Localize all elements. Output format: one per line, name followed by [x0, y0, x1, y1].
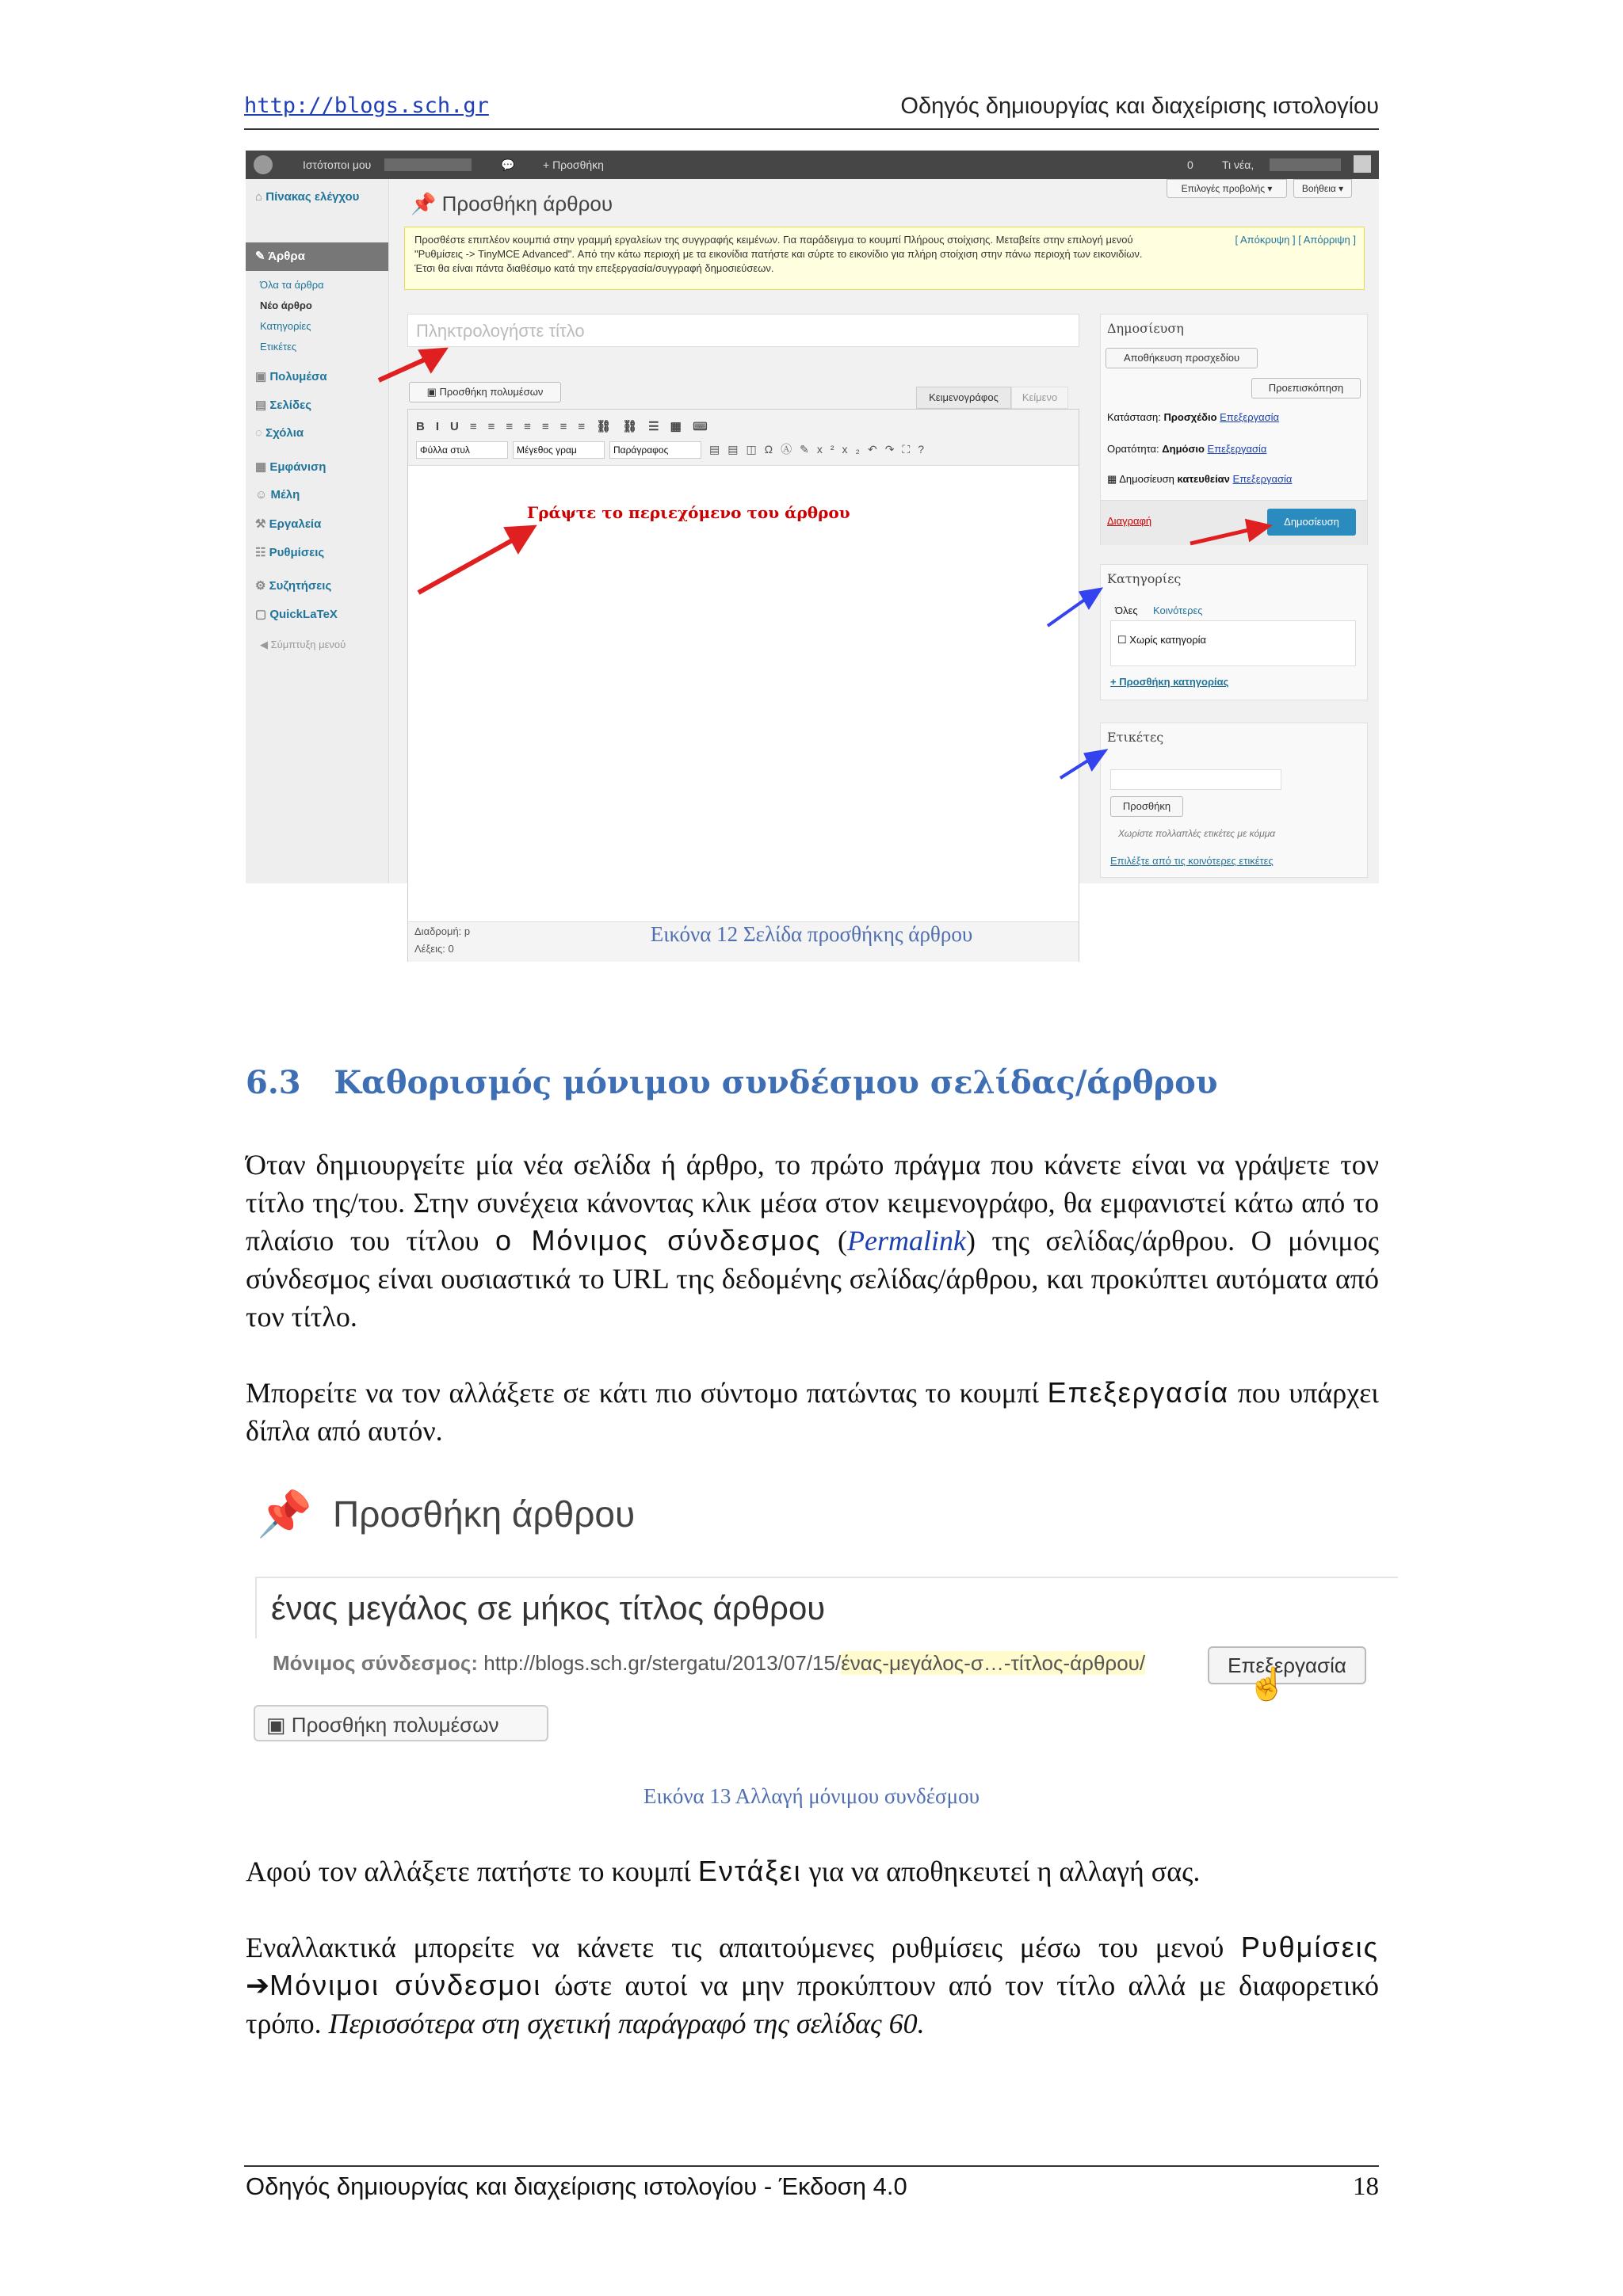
post-status: Κατάσταση: Προσχέδιο Επεξεργασία — [1107, 411, 1280, 423]
notice-dismiss-links[interactable]: [ Απόκρυψη ] [ Απόρριψη ] — [1235, 234, 1356, 246]
schedule-edit-link[interactable]: Επεξεργασία — [1232, 473, 1293, 485]
header-title: Οδηγός δημιουργίας και διαχείρισης ιστολογίου — [900, 93, 1379, 119]
sidebar-item-dashboard[interactable]: ⌂ Πίνακας ελέγχου — [255, 190, 360, 204]
figure2-page-title: Προσθήκη άρθρου — [333, 1493, 636, 1535]
page-number: 18 — [1353, 2172, 1379, 2201]
permalink-slug[interactable]: ένας-μεγάλος-σ…-τίτλος-άρθρου/ — [841, 1651, 1146, 1675]
add-tag-button[interactable]: Προσθήκη — [1110, 796, 1183, 817]
paragraph-3: Αφού τον αλλάξετε πατήστε το κουμπί Εντάξει για να αποθηκευτεί η αλλαγή σας. — [246, 1855, 1201, 1887]
figure1-caption: Εικόνα 12 Σελίδα προσθήκης άρθρου — [650, 922, 973, 946]
settings-term: Ρυθμίσεις — [1240, 1931, 1379, 1963]
trash-link[interactable]: Διαγραφή — [1107, 515, 1152, 527]
footer-title: Οδηγός δημιουργίας και διαχείρισης ιστολογίου - Έκδοση 4.0 — [246, 2172, 907, 2200]
sidebar-item-media[interactable]: ▣ Πολυμέσα — [255, 370, 327, 383]
permalink-edit-button[interactable]: Επεξεργασία — [1208, 1646, 1366, 1684]
blue-arrow-categories — [1048, 589, 1100, 626]
choose-tags-link[interactable]: Επιλέξτε από τις κοινότερες ετικέτες — [1110, 855, 1274, 867]
figure2-add-media-button[interactable]: ▣ Προσθήκη πολυμέσων — [254, 1705, 548, 1741]
publish-schedule: ▦ Δημοσίευση κατευθείαν Επεξεργασία — [1107, 473, 1293, 485]
tags-box-title: Ετικέτες — [1107, 730, 1164, 745]
header-url-link[interactable]: http://blogs.sch.gr — [244, 93, 489, 118]
editor-path: Διαδρομή: p — [414, 925, 471, 937]
publish-box-title: Δημοσίευση — [1107, 321, 1184, 336]
visibility-edit-link[interactable]: Επεξεργασία — [1207, 443, 1267, 455]
paragraph-1: Όταν δημιουργείτε μία νέα σελίδα ή άρθρο, το πρώτο πράγμα που κάνετε είναι να γράψετε τον τίτλο της/του. Στην συνέχεια κάνοντας κλικ μέσα στον κειμενογράφο, θα εμφανιστεί κάτω από το πλαίσιο του τίτλου ο Μόνιμος σύνδεσμος (Permalink) της σελίδας/άρθρου. Ο μόνιμος σύνδεσμος είναι ουσιαστικά το URL της δεδομένης σελίδας/άρθρου, και προκύπτει αυτόματα από τον τίτλο. — [246, 1149, 1379, 1333]
discussions-icon: ⚙ — [255, 579, 269, 593]
status-edit-link[interactable]: Επεξεργασία — [1220, 411, 1280, 423]
font-size-select[interactable]: Μέγεθος γραμ — [513, 441, 605, 459]
permalink-link[interactable]: Permalink — [847, 1225, 966, 1257]
figure2-title-value: ένας μεγάλος σε μήκος τίτλος άρθρου — [271, 1589, 826, 1627]
media-icon: ▣ — [426, 386, 440, 398]
red-arrow-publish — [1190, 521, 1268, 543]
paragraph-select[interactable]: Παράγραφος — [609, 441, 701, 459]
checkbox-icon[interactable]: ☐ — [1117, 634, 1127, 646]
pin-icon: 📌 — [257, 1489, 312, 1539]
add-media-button[interactable]: ▣ Προσθήκη πολυμέσων — [409, 382, 561, 402]
permalink-row: Μόνιμος σύνδεσμος: http://blogs.sch.gr/stergatu/2013/07/15/ένας-μεγάλος-σ…-τίτλος-άρθρου/ — [273, 1651, 1146, 1675]
header-divider — [244, 128, 1379, 130]
appearance-icon: ▦ — [255, 460, 270, 474]
tab-all-categories[interactable]: Όλες — [1115, 605, 1138, 616]
sidebar-collapse[interactable]: ◀ Σύμπτυξη μενού — [260, 639, 346, 650]
sidebar-item-settings[interactable]: ☷ Ρυθμίσεις — [255, 546, 325, 559]
sidebar-sub-categories[interactable]: Κατηγορίες — [260, 320, 311, 332]
permalinks-term: Μόνιμοι σύνδεσμοι — [269, 1969, 542, 2001]
pin-icon: 📌 — [411, 192, 442, 215]
pin-icon: ✎ — [255, 250, 269, 263]
categories-box-title: Κατηγορίες — [1107, 571, 1182, 586]
formatting-buttons-row2[interactable]: ▤▤◫ΩⒶ✎x²x₂↶↷⛶? — [709, 443, 933, 456]
sidebar-item-appearance[interactable]: ▦ Εμφάνιση — [255, 460, 327, 474]
media-icon: ▣ — [266, 1713, 292, 1737]
help-button[interactable]: Βοήθεια ▾ — [1293, 179, 1352, 198]
blue-arrow-tags — [1060, 751, 1105, 778]
tools-icon: ⚒ — [255, 517, 269, 531]
red-arrow-editor — [418, 528, 533, 593]
editor-instruction: Γράψτε το περιεχόμενο του άρθρου — [527, 503, 850, 522]
edit-term: Επεξεργασία — [1047, 1376, 1230, 1409]
figure2-title-input[interactable] — [255, 1577, 1398, 1638]
notice-line-2: "Ρυθμίσεις -> TinyMCE Advanced". Από την κάτω περιοχή με τα εικονίδια πατήστε και σύρτε το εικονίδιο για πλήρη στοίχιση στην πάνω περιοχή των εικονιδίων. — [414, 248, 1143, 260]
figure2-screenshot — [252, 1478, 1379, 1748]
footer-divider — [244, 2165, 1379, 2167]
category-uncategorized[interactable]: ☐ Χωρίς κατηγορία — [1117, 634, 1207, 646]
quicklatex-icon: ▢ — [255, 608, 270, 621]
ok-term: Εντάξει — [697, 1855, 802, 1887]
title-placeholder: Πληκτρολογήστε τίτλο — [416, 321, 585, 341]
preview-button[interactable]: Προεπισκόπηση — [1251, 378, 1361, 399]
sidebar-item-quicklatex[interactable]: ▢ QuickLaTeX — [255, 608, 338, 621]
arrow-right-icon: ➔ — [246, 1970, 270, 2001]
permalink-term: ο Μόνιμος σύνδεσμος — [495, 1224, 822, 1257]
tags-hint: Χωρίστε πολλαπλές ετικέτες με κόμμα — [1118, 828, 1276, 839]
sidebar-item-discussions[interactable]: ⚙ Συζητήσεις — [255, 579, 332, 593]
screen-options-button[interactable]: Επιλογές προβολής ▾ — [1167, 179, 1287, 198]
notice-line-1: Προσθέστε επιπλέον κουμπιά στην γραμμή εργαλείων της συγγραφής κειμένων. Για παράδειγμα το κουμπί Πλήρους στοίχισης. Μεταβείτε στην επιλογή μενού — [414, 234, 1133, 246]
annotation-arrows — [246, 151, 1379, 883]
sidebar-item-users[interactable]: ☺ Μέλη — [255, 488, 300, 502]
my-sites-menu[interactable]: Ιστότοποι μου — [303, 158, 372, 171]
media-icon: ▣ — [255, 370, 270, 383]
see-more-note: Περισσότερα στη σχετική παράγραφό της σελίδας 60. — [328, 2008, 925, 2039]
red-arrow-title — [379, 350, 444, 380]
add-category-link[interactable]: + Προσθήκη κατηγορίας — [1110, 676, 1229, 688]
formatting-buttons-row1[interactable]: BIU≡≡≡≡≡≡≡⛓⛓☰▦⌨ — [416, 420, 719, 433]
sidebar-sub-tags[interactable]: Ετικέτες — [260, 341, 297, 353]
styles-select[interactable]: Φύλλα στυλ — [416, 441, 508, 459]
add-new-menu[interactable]: + Προσθήκη — [543, 158, 604, 171]
comments-icon: ◌ — [255, 426, 266, 440]
figure2-caption: Εικόνα 13 Αλλαγή μόνιμου συνδέσμου — [643, 1784, 980, 1808]
paragraph-4: Εναλλακτικά μπορείτε να κάνετε τις απαιτούμενες ρυθμίσεις μέσω του μενού Ρυθμίσεις ➔Μόνιμοι σύνδεσμοι ώστε αυτοί να μην προκύπτουν από τον τίτλο αλλά με διαφορετικό τρόπο. Περισσότερα στη σχετική παράγραφό της σελίδας 60. — [246, 1931, 1379, 2039]
save-draft-button[interactable]: Αποθήκευση προσχεδίου — [1106, 348, 1258, 368]
sidebar-item-posts[interactable]: ✎ Άρθρα — [255, 250, 305, 263]
page-title: 📌 Προσθήκη άρθρου — [411, 192, 613, 215]
collapse-icon: ◀ — [260, 639, 271, 650]
comments-icon[interactable]: 💬 — [501, 158, 515, 171]
notice-line-3: Έτσι θα είναι πάντα διαθέσιμο κατά την επεξεργασία/συγγραφή δημοσιεύσεων. — [414, 262, 774, 274]
notification-count[interactable]: 0 — [1187, 158, 1193, 171]
paragraph-2: Μπορείτε να τον αλλάξετε σε κάτι πιο σύντομο πατώντας το κουμπί Επεξεργασία που υπάρχει δίπλα από αυτόν. — [246, 1376, 1379, 1447]
tab-common-categories[interactable]: Κοινότερες — [1153, 605, 1203, 616]
users-icon: ☺ — [255, 488, 271, 502]
publish-button[interactable]: Δημοσίευση — [1267, 509, 1356, 536]
hand-cursor-icon: ☝ — [1247, 1667, 1287, 1702]
dashboard-icon: ⌂ — [255, 190, 266, 204]
post-visibility: Ορατότητα: Δημόσιο Επεξεργασία — [1107, 443, 1267, 455]
section-heading: 6.3 Καθορισμός μόνιμου συνδέσμου σελίδας/άρθρου — [246, 1064, 1218, 1101]
sidebar-item-tools[interactable]: ⚒ Εργαλεία — [255, 517, 322, 531]
word-count: Λέξεις: 0 — [414, 943, 454, 955]
tab-visual[interactable]: Κειμενογράφος — [916, 387, 1011, 409]
settings-icon: ☷ — [255, 546, 269, 559]
sidebar-item-pages[interactable]: ▤ Σελίδες — [255, 399, 311, 412]
howdy-label[interactable]: Τι νέα, — [1222, 158, 1254, 171]
sidebar-sub-all-posts[interactable]: Όλα τα άρθρα — [260, 279, 324, 291]
sidebar-item-comments[interactable]: ◌ Σχόλια — [255, 426, 304, 440]
sidebar-sub-new-post[interactable]: Νέο άρθρο — [260, 299, 312, 311]
pages-icon: ▤ — [255, 399, 270, 412]
calendar-icon: ▦ — [1107, 473, 1120, 485]
tab-text[interactable]: Κείμενο — [1011, 387, 1068, 409]
